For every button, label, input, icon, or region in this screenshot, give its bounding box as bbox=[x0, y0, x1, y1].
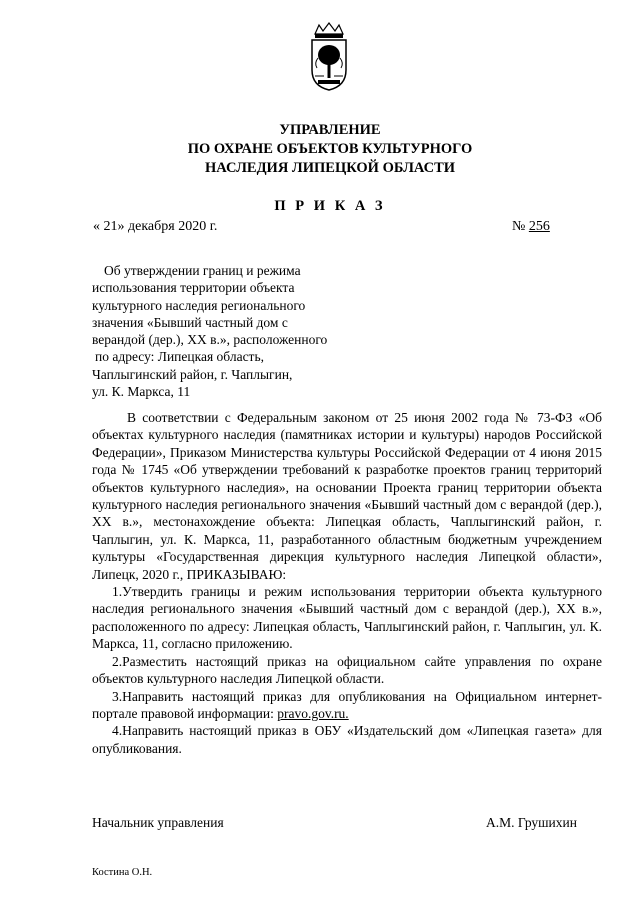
lipetsk-oblast-coat-of-arms-icon bbox=[309, 22, 349, 92]
signature-name: А.М. Грушихин bbox=[486, 815, 577, 830]
order-number-prefix: № bbox=[512, 219, 529, 234]
order-item-1: 1.Утвердить границы и режим использования территории объекта культурного наследия регионального значения «Бывший частный дом с верандой (дер.), XX в.», расположенного по адресу: Липецкая область, Чаплыгинский район, г. Чаплыгин, ул. К. Маркса, 11, согласно приложению. bbox=[92, 584, 602, 652]
subject-line: значения «Бывший частный дом с bbox=[92, 314, 288, 330]
order-title: П Р И К А З bbox=[274, 198, 386, 214]
header-line: УПРАВЛЕНИЕ bbox=[279, 122, 381, 138]
subject-line: ул. К. Маркса, 11 bbox=[92, 384, 191, 400]
order-item-4: 4.Направить настоящий приказ в ОБУ «Издательский дом «Липецкая газета» для опубликования. bbox=[92, 723, 602, 756]
order-date: « 21» декабря 2020 г. bbox=[93, 219, 218, 234]
order-item-3 bbox=[92, 688, 602, 723]
order-number-value: 256 bbox=[528, 219, 550, 234]
header-line: НАСЛЕДИЯ ЛИПЕЦКОЙ ОБЛАСТИ bbox=[204, 160, 456, 176]
order-body bbox=[92, 409, 602, 757]
signature-role: Начальник управления bbox=[92, 815, 224, 830]
subject-line: Об утверждении границ и режима bbox=[104, 263, 301, 278]
header-line: ПО ОХРАНЕ ОБЪЕКТОВ КУЛЬТУРНОГО bbox=[187, 141, 473, 157]
subject-line: использования территории объекта bbox=[92, 280, 295, 296]
subject-line: верандой (дер.), XX в.», расположенного bbox=[92, 332, 328, 348]
subject-line: культурного наследия регионального bbox=[92, 297, 306, 313]
order-subject bbox=[92, 262, 382, 400]
subject-line: Чаплыгинский район, г. Чаплыгин, bbox=[92, 366, 293, 382]
pravo-gov-link[interactable]: pravo.gov.ru. bbox=[277, 705, 349, 721]
organization-header bbox=[90, 121, 570, 178]
order-number bbox=[512, 219, 550, 235]
executor-name: Костина О.Н. bbox=[92, 867, 153, 878]
subject-line: по адресу: Липецкая область, bbox=[95, 349, 264, 365]
order-item-2: 2.Разместить настоящий приказ на официальном сайте управления по охране объектов культурного наследия Липецкой области. bbox=[92, 653, 602, 687]
order-item-3-text: 3.Направить настоящий приказ для опубликования на Официальном интернет-портале правовой информации: bbox=[92, 688, 602, 721]
preamble-paragraph: В соответствии с Федеральным законом от 25 июня 2002 года № 73-ФЗ «Об объектах культурного наследия (памятниках истории и культуры) народов Российской Федерации», Приказом Министерства культуры Российской Федерации от 4 июня 2015 года № 1745 «Об утверждении требований к разработке проектов границ территорий объектов культурного наследия», на основании Проекта границ территории объекта культурного наследия регионального значения «Бывший частный дом с верандой (дер.), XX в.», местонахождение объекта: Липецкая область, Чаплыгинский район, г. Чаплыгин, ул. К. Маркса, 11, разработанного областным бюджетным учреждением культуры «Государственная дирекция культурного наследия Липецкой области», Липецк, 2020 г., ПРИКАЗЫВАЮ: bbox=[92, 410, 602, 582]
